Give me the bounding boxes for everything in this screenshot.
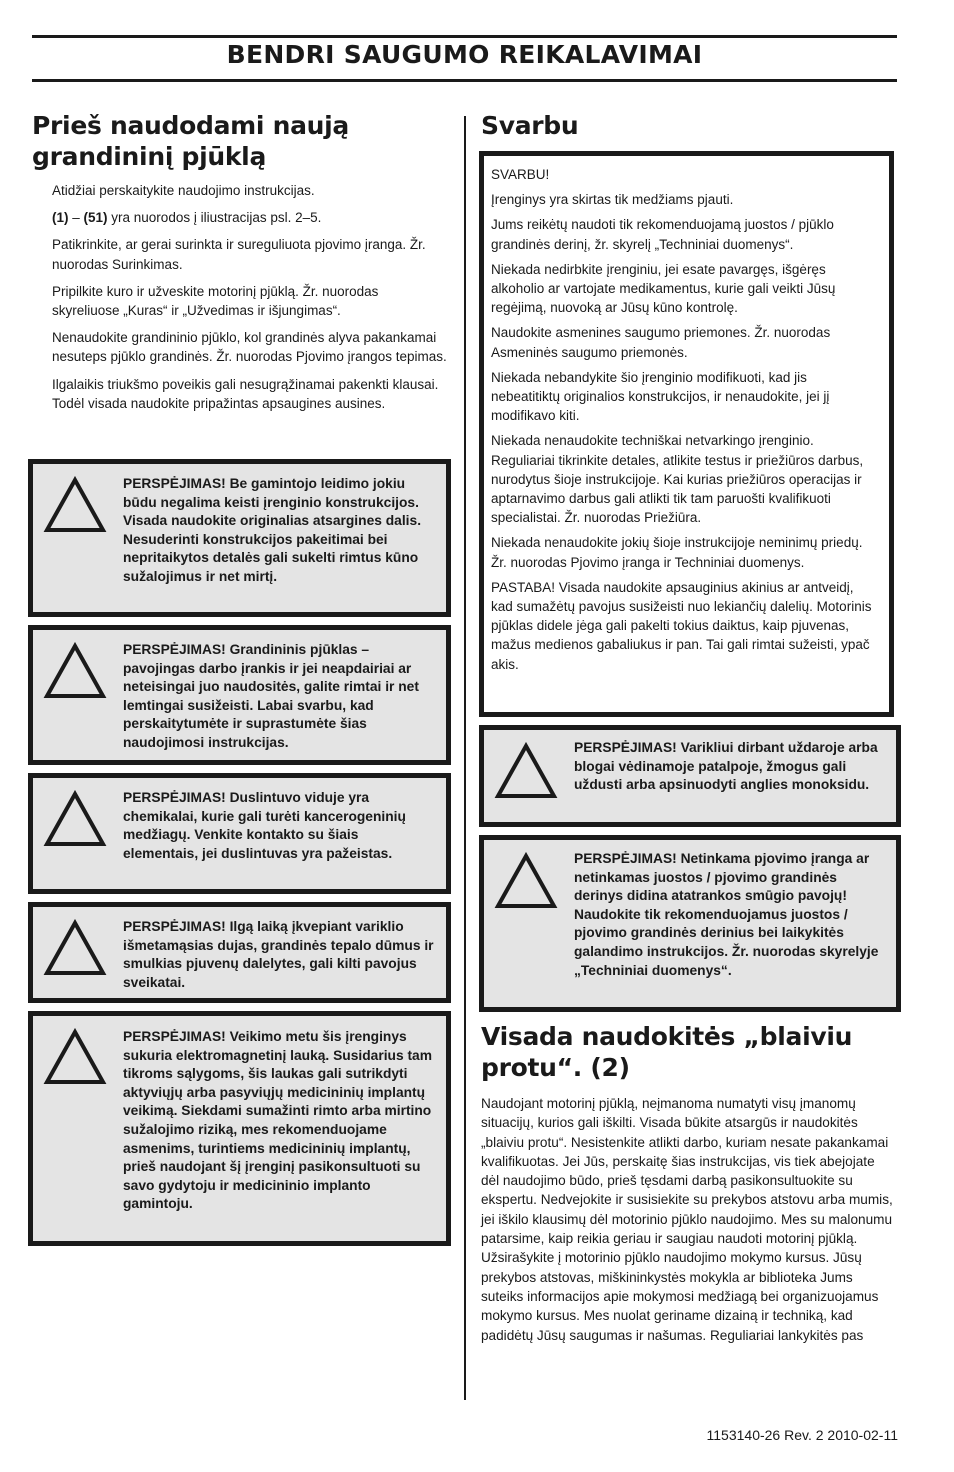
- warning-triangle-icon: [494, 852, 558, 910]
- instruction-assembly: Patikrinkite, ar gerai surinkta ir sureguliuota pjovimo įranga. Žr. nuorodas Surinkimas.: [52, 237, 426, 272]
- warning-text: PERSPĖJIMAS! Veikimo metu šis įrenginys sukuria elektromagnetinį lauką. Susidarius tam tikroms sąlygoms, šis laukas gali sutrikdyti aktyviųjų arba pasyviųjų medicininių implantų veikimą. Siekdami sumažinti rimto arba mirtino sužalojimo riziką, mes rekomenduojame asmenims, turintiems medicininių implantų, prieš naudojant šį įrenginį pasikonsultuoti su savo gydytoju ir medicininio implanto gamintoju.: [123, 1029, 433, 1212]
- warning-triangle-icon: [43, 919, 107, 977]
- important-note: PASTABA! Visada naudokite apsauginius akinius ar antveidį, kad sumažėtų pavojus susižeisti nuo lekiančių dalelių. Motorinis pjūklas didele jėga gali pakelti tokius daiktus, kaip pjuvenas, mažus medienos gabaliukus ir pan. Tai gali rimtai sužeisti, ypač akis.: [491, 579, 872, 672]
- warning-triangle-icon: [494, 742, 558, 800]
- warning-triangle-icon: [43, 1028, 107, 1086]
- intro-instructions: [52, 181, 447, 421]
- important-label: SVARBU!: [491, 167, 550, 182]
- instruction-hearing: Ilgalaikis triukšmo poveikis gali nesugrąžinamai pakenkti klausai. Todėl visada naudokite pripažintas apsaugines ausines.: [52, 376, 439, 411]
- common-sense-body: Naudojant motorinį pjūklą, neįmanoma numatyti visų įmanomų situacijų, kurios gali iškilti. Visada būkite atsargūs ir naudokitės „blaiviu protu“. Nesistenkite atlikti darbo, kuriam nesate pakankamai kvalifikuotas. Jei Jūs, perskaitę šias instrukcijas, vis tiek abejojate dėl naudojimo būdo, prieš tęsdami darbą pasikonsultuokite su ekspertu. Nedvejokite ir susisiekite su prekybos atstovu arba mumis, jei iškilo klausimų dėl motorinio pjūklo naudojimo. Mes su malonumu patarsime, kaip reikia geriau ir saugiau naudoti motorinį pjūklą. Užsirašykite į motorinio pjūklo naudojimo mokymo kursus. Jūsų prekybos atstovas, miškininkystės mokykla ar biblioteka Jums suteiks informacijos apie mokymosi medžiagą bei organizuojamus mokymo kursus. Mes nuolat geriname dizainą ir techniką, kad padidėtų Jūsų saugumas ir našumas. Reguliariai lankykitės pas: [481, 1096, 893, 1343]
- warning-triangle-icon: [43, 790, 107, 848]
- warning-text: PERSPĖJIMAS! Netinkama pjovimo įranga ar netinkamas juostos / pjovimo grandinės derinys didina atatrankos smūgio pavojų! Naudokite tik rekomenduojamus juostos / pjovimo grandinės derinius bei laikykitės galandimo instrukcijos. Žr. nuorodas skyrelyje „Techniniai duomenys“.: [574, 851, 879, 978]
- important-item: Niekada nenaudokite techniškai netvarkingo įrenginio. Reguliariai tikrinkite detales, atlikite testus ir priežiūros darbus, nurodytus šioje instrukcijoje. Kai kurias priežiūros operacijas ir aptarnavimo darbus gali atlikti tik tam paruošti kvalifikuoti specialistai. Žr. nuorodas Priežiūra.: [491, 433, 864, 526]
- warning-text: PERSPĖJIMAS! Varikliui dirbant uždaroje arba blogai vėdinamoje patalpoje, žmogus gali uždusti arba apsinuodyti anglies monoksidu.: [574, 740, 878, 793]
- warning-box: [479, 725, 901, 827]
- ref-start: (1): [52, 210, 69, 226]
- important-box: [479, 151, 894, 717]
- page-title: BENDRI SAUGUMO REIKALAVIMAI: [226, 40, 703, 69]
- document-reference: 1153140-26 Rev. 2 2010-02-11: [706, 1427, 898, 1443]
- warning-box: [28, 902, 451, 1003]
- header-rule-top: [32, 35, 897, 38]
- warning-text: PERSPĖJIMAS! Grandininis pjūklas – pavojingas darbo įrankis ir jei neapdairiai ar neteisingai juo naudositės, galite rimtai ir net lemtingai susižeisti. Labai svarbu, kad perskaitytumėte ir suprastumėte šias naudojimosi instrukcijas.: [123, 642, 419, 750]
- right-heading: Svarbu: [481, 111, 579, 140]
- left-heading: Prieš naudodami naują grandininį pjūklą: [32, 111, 349, 171]
- important-item: Niekada nebandykite šio įrenginio modifikuoti, kad jis nebeatitiktų originalios konstrukcijos, ir nenaudokite, jei jį modifikavo kiti.: [491, 369, 830, 424]
- ref-rest: yra nuorodos į iliustracijas psl. 2–5.: [107, 210, 322, 226]
- warning-box: [28, 459, 451, 617]
- warning-box: [28, 1011, 451, 1246]
- warning-triangle-icon: [43, 476, 107, 534]
- warning-box: [479, 835, 901, 1012]
- instruction-references: [52, 208, 447, 227]
- instruction-oil: Nenaudokite grandininio pjūklo, kol grandinės alyva pakankamai nesuteps pjūklo grandinės. Žr. nuorodas Pjovimo įrangos tepimas.: [52, 330, 447, 365]
- warning-text: PERSPĖJIMAS! Be gamintojo leidimo jokiu būdu negalima keisti įrenginio konstrukcijos. Visada naudokite originalias atsargines dalis. Nesuderinti konstrukcijos pakeitimai bei nepritaikytos detalės gali sukelti rimtus kūno sužalojimus ir net mirtį.: [123, 476, 422, 584]
- important-item: Jums reikėtų naudoti tik rekomenduojamą juostos / pjūklo grandinės derinį, žr. skyrelį „Techniniai duomenys“.: [491, 217, 834, 252]
- instruction-fuel: Pripilkite kuro ir užveskite motorinį pjūklą. Žr. nuorodas skyreliuose „Kuras“ ir „Užvedimas ir išjungimas“.: [52, 283, 379, 319]
- header-rule-bottom: [32, 79, 897, 82]
- ref-end: (51): [83, 210, 108, 226]
- instruction-read: Atidžiai perskaitykite naudojimo instrukcijas.: [52, 183, 315, 198]
- ref-dash: –: [68, 210, 84, 226]
- column-divider: [464, 116, 466, 1400]
- warning-box: [28, 773, 451, 894]
- important-item: Niekada nedirbkite įrenginiu, jei esate pavargęs, išgėręs alkoholio ar vartojate medikamentus, kurie gali veikti Jūsų regėjimą, nuovoką ar Jūsų kūno kontrolę.: [491, 261, 836, 316]
- warning-text: PERSPĖJIMAS! Duslintuvo viduje yra chemikalai, kurie gali turėti kancerogeninių medžiagų. Venkite kontakto su šiais elementais, jei duslintuvas yra pažeistas.: [123, 790, 406, 861]
- common-sense-heading: Visada naudokitės „blaiviu protu“. (2): [481, 1022, 853, 1082]
- warning-text: PERSPĖJIMAS! Ilgą laiką įkvepiant variklio išmetamąsias dujas, grandinės tepalo dūmus ir smulkias pjuvenų dalelytes, gali kilti pavojus sveikatai.: [123, 919, 434, 990]
- important-item: Įrenginys yra skirtas tik medžiams pjauti.: [491, 192, 734, 208]
- warning-box: [28, 625, 451, 765]
- warning-triangle-icon: [43, 642, 107, 700]
- important-item: Niekada nenaudokite jokių šioje instrukcijoje neminimų priedų. Žr. nuorodas Pjovimo įranga ir Techniniai duomenys.: [491, 535, 863, 570]
- important-item: Naudokite asmenines saugumo priemones. Žr. nuorodas Asmeninės saugumo priemonės.: [491, 325, 831, 360]
